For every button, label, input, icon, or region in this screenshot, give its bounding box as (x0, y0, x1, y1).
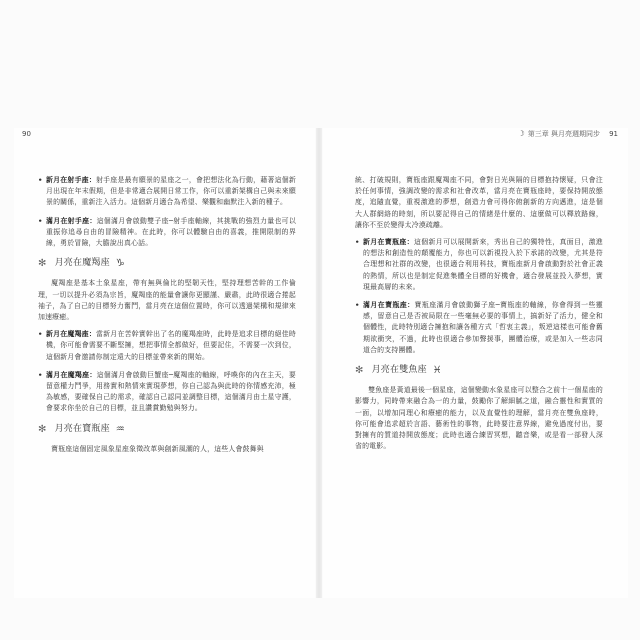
body-paragraph: 雙魚座是黃道最後一個星座，這個變動水象星座可以整合之前十一個星座的影響力，同時帶來融合為一的力量，鼓勵你了解細膩之道，融合靈性和實質的一面，以增加同理心和療癒的能力，以及直覺性的理解，當月亮在雙魚座時，你可能會追求超於言語、藝術性的事物，此時要注意界線，避免過度付出，要對擁有的質道持開放態度；此時也適合練習冥想，聽音樂，或是看一部發人深省的電影。 (355, 386, 603, 451)
bullet-item (355, 237, 603, 293)
bullet-dot-icon: • (38, 370, 43, 379)
bullet-dot-icon: • (38, 330, 43, 339)
body-paragraph: 寶瓶座這個固定風象星座象徵改革與創新風潮的人，這些人會鼓舞與 (51, 444, 264, 453)
bullet-lead: 滿月在魔羯座： (46, 370, 97, 379)
bullet-item (38, 329, 296, 363)
section-heading-title: 月亮在魔羯座 (54, 258, 110, 269)
body-paragraph: 魔羯座是基本土象星座，帶有無與倫比的堅韌天性，堅持理想苦幹的工作倫理，一切以提升必須為宗旨，魔羯座的能量會讓你更顯謹、嚴肅，此時很適合捲起袖子，為了自己的目標努力奮鬥，當月亮在這個位置時，你可以透過架構和規律來加速療癒。 (38, 279, 296, 322)
bullet-dot-icon: • (38, 176, 43, 184)
book-gutter (316, 128, 322, 598)
bullet-dot-icon: • (355, 238, 360, 247)
body-paragraph: 統、打破規則，寶瓶座跟魔羯座不同，會對日光與隔的目標抱持懷疑，只會注於任何事情，強調改變的需求和社會改革，當月亮在寶瓶座時，要保持開放態度，追隨直覺，重視激進的夢想，創造力會可得你俯創新的方向邁進，這是個大人群網絡的時刻，所以要記得自己的情緒是什麼的、這麼做可以釋放路線，讓你不至於變得太冷漠疏離。 (355, 176, 603, 229)
bullet-item (38, 216, 296, 250)
right-column (355, 175, 603, 458)
bullet-dot-icon: • (355, 301, 360, 310)
bullet-item (38, 370, 296, 415)
bullet-text: 當新月在苦幹實幹出了名的魔羯座時，此時是追求目標的絕佳時機，你可能會需要不斷堅擁，想把事情全都做好，但要記住，不需要一次到位，這個新月會邀請你制定遠大的目標並帶來新的開始。 (46, 330, 296, 361)
bullet-item (355, 300, 603, 356)
asterisk-ornament-icon: ✻ (38, 423, 47, 435)
bullet-text: 這個新月可以展開新來，秀出自己的獨特性，真面目，激進的想法和創造性的顛覆能力，你也可以新視投入於下承諾的改變，尤其是符合理想和社群的改變，也很適合利用科技，寶瓶座新月會啟動對於社會正義的熱情，所以也是制定促進集體全目標的好機會，適合發展並投入夢想，實現最高層的未來。 (363, 238, 603, 291)
zodiac-sign-icon: ♓ (432, 365, 442, 377)
section-heading (38, 424, 296, 435)
section-heading-title: 月亮在寶瓶座 (54, 423, 110, 434)
asterisk-ornament-icon: ✻ (355, 365, 364, 377)
bullet-lead: 新月在魔羯座： (46, 330, 97, 339)
bullet-text: 寶瓶座滿月會啟動獅子座─寶瓶座的軸線，你會得到一些靈感，留意自己是否被局限在一些毫無必要的事情上，搞新好了活力，健全和個體性，此時特別適合擁抱和讓各種方式「哲衷主義」，叛逆這樣也可能會舊期欲衝突，不過，此時也很適合參加聲援事，團體治療，或是加入一些志同道合的支持團體。 (363, 301, 603, 354)
section-heading-title: 月亮在雙魚座 (371, 365, 427, 376)
bullet-text: 這個滿月會啟動巨蟹座─魔羯座的軸線，呼喚你的內在主天，要留意權力鬥爭，用務實和熱情來實現夢想，你自己認為與此時的你情感充沛，極為敏感，要確保自己的需求，確認自己認同並調整目標，這個滿月由土星守護，會要求你坐於自己的目標，並且讚賞勤勉與努力。 (46, 370, 296, 413)
bullet-item (38, 175, 296, 209)
bullet-lead: 滿月在射手座： (46, 216, 97, 225)
bullet-lead: 新月在射手座： (46, 176, 97, 184)
zodiac-sign-icon: ♒ (115, 423, 125, 435)
bullet-dot-icon: • (38, 216, 43, 225)
left-column (38, 175, 296, 461)
section-heading (355, 365, 603, 376)
zodiac-sign-icon: ♑ (115, 258, 125, 270)
bullet-lead: 新月在寶瓶座： (363, 238, 414, 247)
section-heading (38, 258, 296, 269)
running-head-title: 第三章 與月亮週期同步 (527, 130, 600, 138)
running-head (518, 129, 600, 139)
bullet-text: 射手座是最有願景的星座之一，會把想法化為行動，藉著這個新月出現在年末假期，但是非常適合展開日常工作，你可以重新架構自己與未來願景的關係，重新注入活力。這個新月適合為希望、樂觀和幽默注入新的種子。 (46, 176, 296, 207)
bullet-text: 這個滿月會啟動雙子座─射手座軸線，其挑戰的強烈力量也可以重振你追尋自由的冒險精神。在此時，你可以體驗自由的喜義，推開限制的界線，勇於冒險，大膽說出真心話。 (46, 216, 296, 248)
left-page-number: 90 (22, 130, 31, 138)
right-page-number: 91 (609, 130, 618, 138)
asterisk-ornament-icon: ✻ (38, 258, 47, 270)
crescent-moon-icon: ☽ (517, 129, 525, 138)
bullet-lead: 滿月在寶瓶座： (363, 301, 415, 310)
